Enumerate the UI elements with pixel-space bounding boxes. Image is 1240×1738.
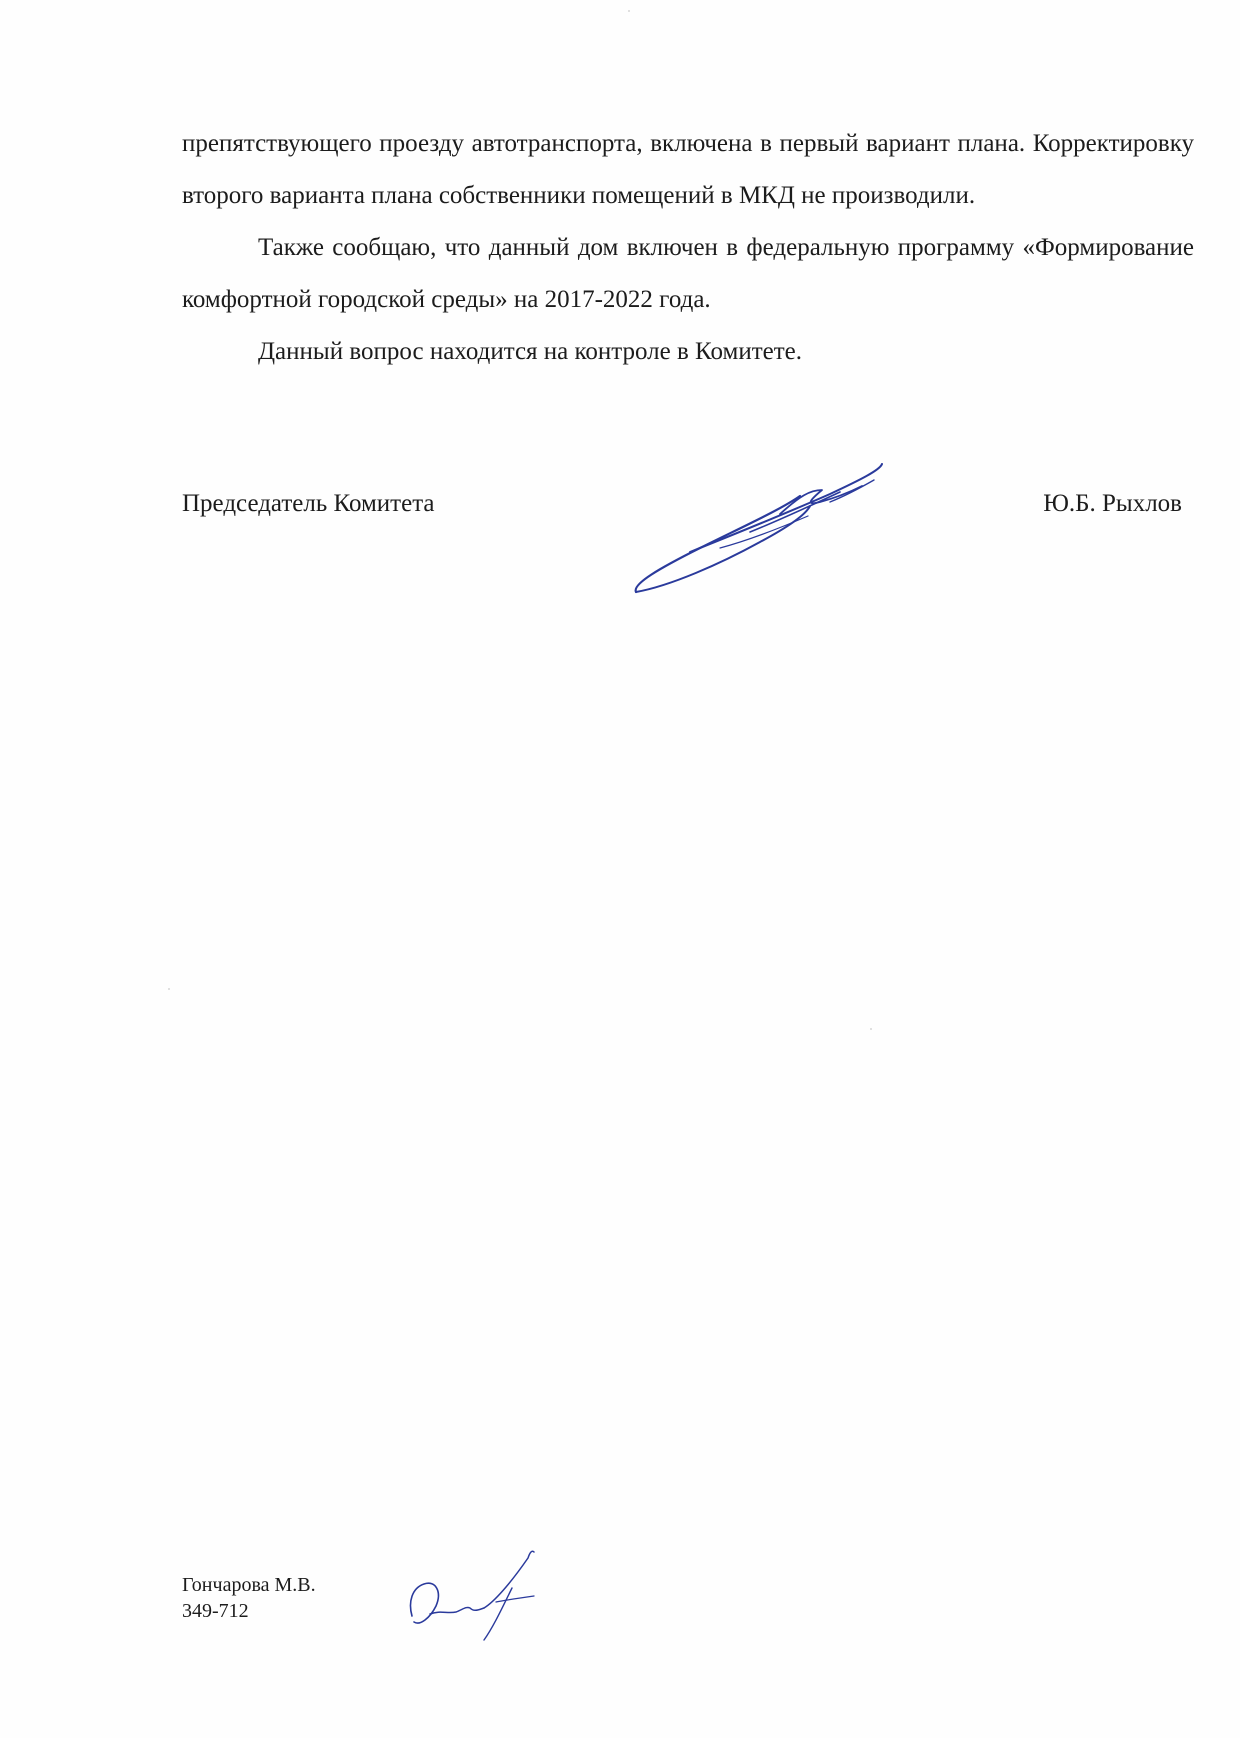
paper-speck [168, 988, 170, 990]
letter-body [182, 118, 1194, 378]
executor-phone: 349-712 [182, 1600, 249, 1622]
handwritten-initials-icon [400, 1540, 580, 1650]
signer-position: Председатель Комитета [182, 490, 435, 517]
paragraph-3: Данный вопрос находится на контроле в Комитете. [258, 338, 802, 365]
paragraph-2: Также сообщаю, что данный дом включен в федеральную программу «Формирование комфортной городской среды» на 2017-2022 года. [182, 234, 1194, 313]
signer-name: Ю.Б. Рыхлов [1043, 490, 1182, 517]
paragraph-1: препятствующего проезду автотранспорта, включена в первый вариант плана. Корректировку второго варианта плана собственники помещений в МКД не производили. [182, 130, 1194, 209]
paper-speck [628, 10, 630, 12]
handwritten-signature-icon [630, 456, 890, 606]
paper-speck [870, 1028, 872, 1030]
executor-name: Гончарова М.В. [182, 1574, 316, 1596]
executor-info [182, 1572, 316, 1624]
